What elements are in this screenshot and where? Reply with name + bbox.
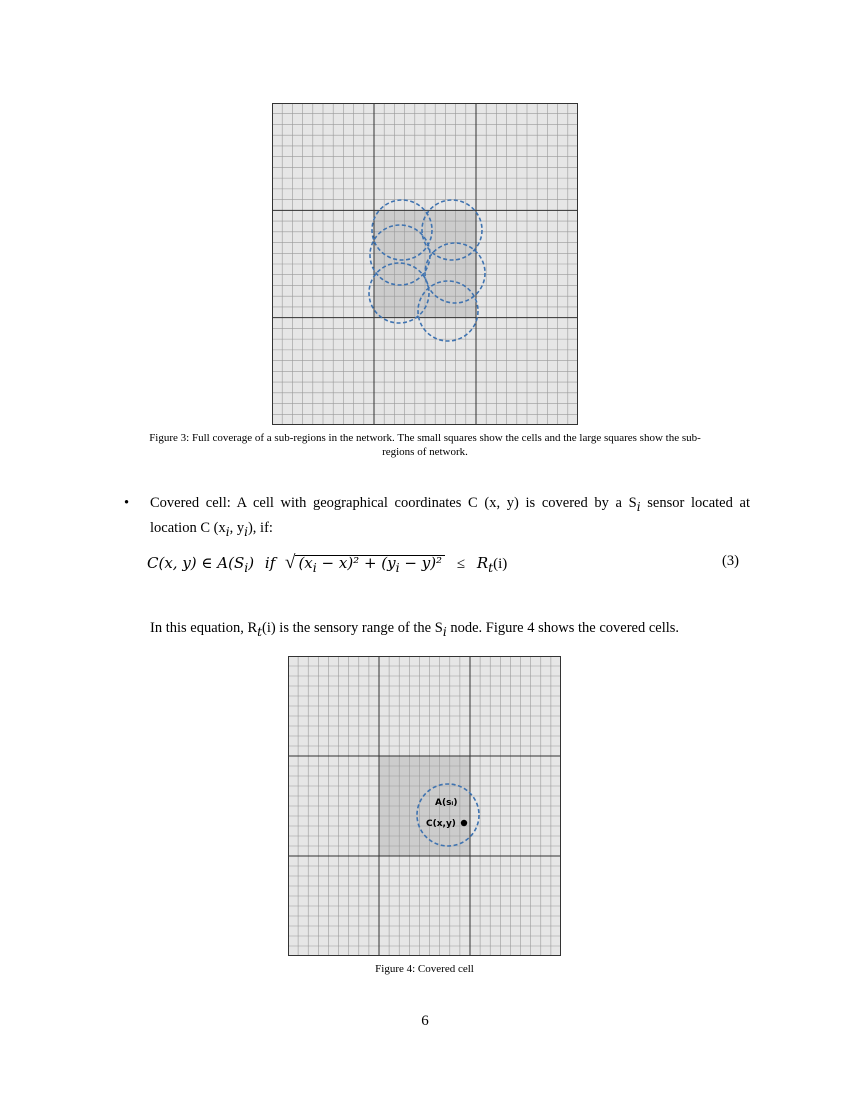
equation-number: (3) bbox=[722, 553, 739, 569]
cell-label: C(x,y) bbox=[426, 819, 456, 829]
bullet-marker: • bbox=[124, 495, 130, 511]
bullet-line-2: location C ($x_i$, $y_i$), if: bbox=[150, 519, 273, 539]
figure-3-grid bbox=[272, 103, 578, 425]
figure-3-caption-line1: Figure 3: Full coverage of a sub-regions in the network. The small squares show the cells and the large squares show the sub- bbox=[149, 432, 701, 444]
figure-3-caption-line2: regions of network. bbox=[382, 446, 468, 458]
figure-4-grid bbox=[288, 656, 561, 956]
figure-4-caption: Figure 4: Covered cell bbox=[375, 963, 474, 975]
paragraph: In this equation, $R_t(i)$ is the sensory range of the $S_i$ node. Figure 4 shows the covered cells. bbox=[150, 620, 680, 639]
sqrt-sign: √ bbox=[285, 552, 296, 573]
bullet-text bbox=[150, 493, 750, 543]
radicand: $(x_i - x)^2 + (y_i - y)^2$ bbox=[295, 555, 445, 572]
page-number: 6 bbox=[421, 1013, 429, 1029]
covered-cell-dot bbox=[461, 820, 467, 826]
equation-3: C(x, y) ∈ $A(S_i)$ if √ $(x_i - x)^2 + (y_i - y)^2 \le R_t(i)$ bbox=[147, 552, 508, 575]
area-label: A(sᵢ) bbox=[435, 798, 458, 808]
bullet-line-1: Covered cell: A cell with geographical coordinates C (x, y) is covered by a $S_i$ sensor located at bbox=[150, 495, 750, 514]
figure-3-caption bbox=[60, 431, 790, 459]
